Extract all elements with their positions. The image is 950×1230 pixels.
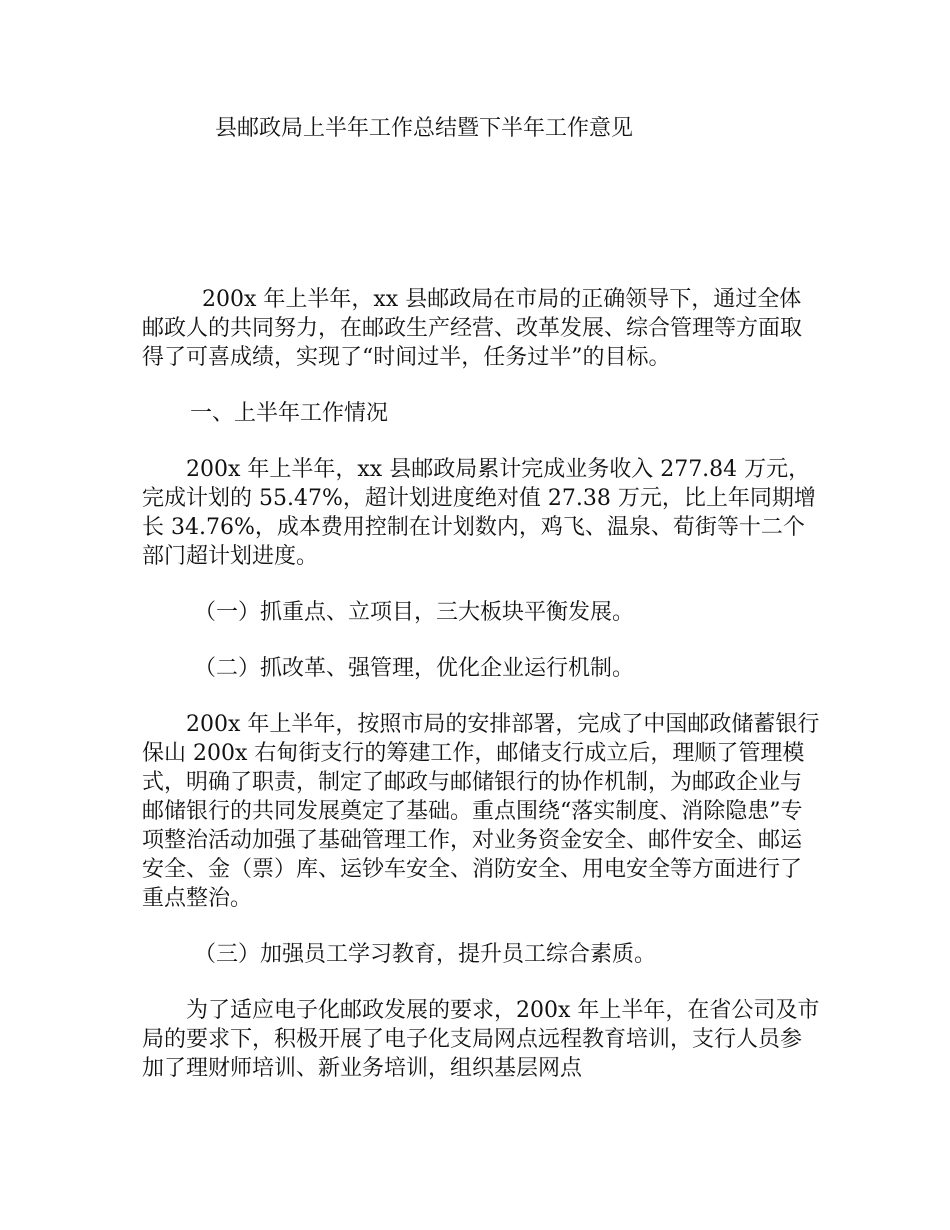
section-heading: 一、上半年工作情况 bbox=[190, 401, 389, 426]
subheading-3-paragraph: 为了适应电子化邮政发展的要求，200x 年上半年，在省公司及市局的要求下，积极开展了电子化支局网点远程教育培训，支行人员参加了理财师培训、新业务培训，组织基层网点 bbox=[142, 998, 820, 1081]
subheading-2: （二）抓改革、强管理，优化企业运行机制。 bbox=[194, 656, 635, 681]
intro-paragraph: 200x 年上半年，xx 县邮政局在市局的正确领导下，通过全体邮政人的共同努力，在邮政生产经营、改革发展、综合管理等方面取得了可喜成绩，实现了“时间过半，任务过半”的目标。 bbox=[142, 287, 803, 370]
subheading-2-paragraph: 200x 年上半年，按照市局的安排部署，完成了中国邮政储蓄银行保山 200x 右甸街支行的筹建工作，邮储支行成立后，理顺了管理模式，明确了职责，制定了邮政与邮储银行的协作机制，为邮政企业与邮储银行的共同发展奠定了基础。重点围绕“落实制度、消除隐患”专项整治活动加强了基础管理工作，对业务资金安全、邮件安全、邮运安全、金（票）库、运钞车安全、消防安全、用电安全等方面进行了重点整治。 bbox=[142, 712, 820, 911]
document-body bbox=[142, 285, 822, 1083]
subheading-1: （一）抓重点、立项目，三大板块平衡发展。 bbox=[194, 600, 635, 625]
section-paragraph: 200x 年上半年，xx 县邮政局累计完成业务收入 277.84 万元，完成计划的 55.47%，超计划进度绝对值 27.38 万元，比上年同期增长 34.76%，成本费用控制在计划数内，鸡飞、温泉、荀街等十二个部门超计划进度。 bbox=[142, 457, 816, 569]
subheading-3: （三）加强员工学习教育，提升员工综合素质。 bbox=[194, 942, 657, 967]
document-title: 县邮政局上半年工作总结暨下半年工作意见 bbox=[215, 116, 634, 141]
